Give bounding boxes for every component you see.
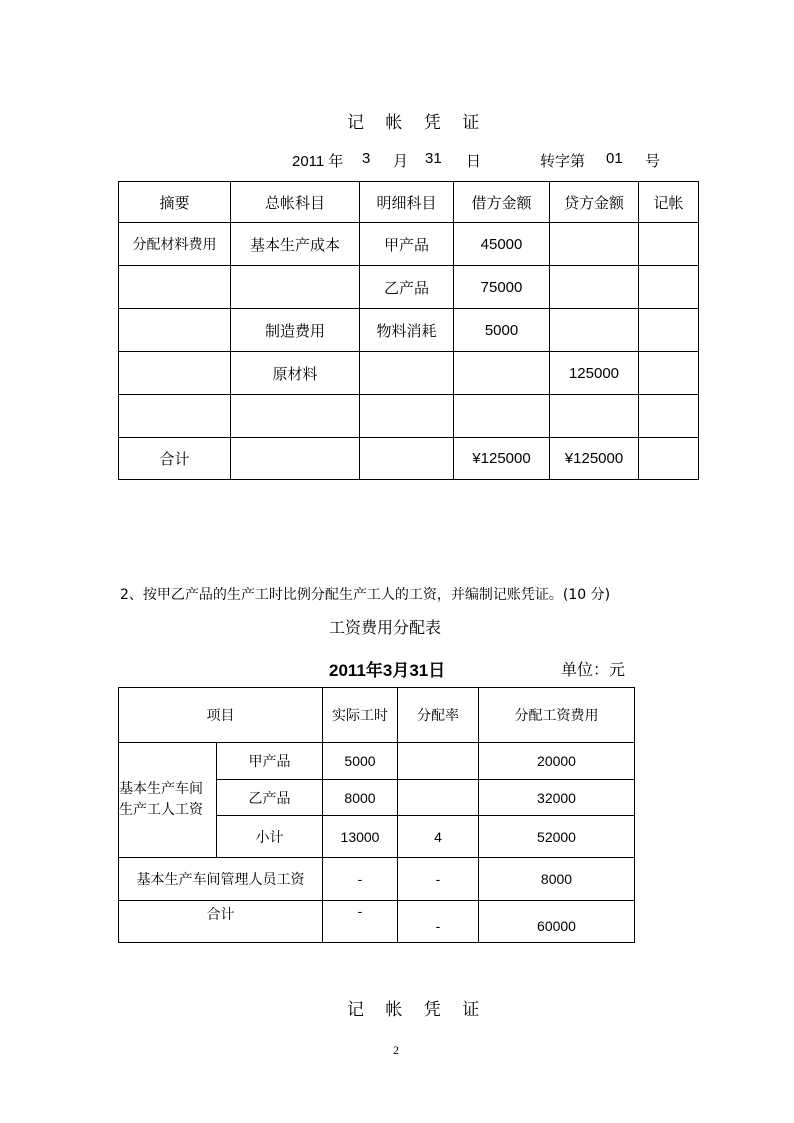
mgmt-hours: -	[323, 858, 398, 901]
cell-general-account	[231, 266, 360, 309]
cell-detail-account	[360, 395, 454, 438]
cell-general-account: 原材料	[231, 352, 360, 395]
cell-summary	[119, 395, 231, 438]
cell-posted	[639, 309, 699, 352]
allocation-table	[118, 687, 635, 943]
cell-summary: 分配材料费用	[119, 223, 231, 266]
table-row	[119, 858, 635, 901]
cell-credit	[550, 223, 639, 266]
row-hours: 8000	[323, 780, 398, 816]
total-debit: ¥125000	[454, 438, 550, 480]
header-general-account: 总帐科目	[231, 182, 360, 223]
row-hours: 5000	[323, 743, 398, 780]
row-item: 小计	[217, 816, 323, 858]
cell-general-account: 基本生产成本	[231, 223, 360, 266]
voucher-table	[118, 181, 699, 480]
page-number: 2	[393, 1043, 399, 1057]
row-amount: 52000	[479, 816, 635, 858]
total-label: 合计	[119, 901, 323, 943]
cell-summary	[119, 309, 231, 352]
total-empty	[231, 438, 360, 480]
task-instruction: 2、按甲乙产品的生产工时比例分配生产工人的工资，并编制记账凭证。(10 分)	[120, 587, 611, 603]
voucher-header-row	[119, 182, 699, 223]
voucher2-title: 记 帐 凭 证	[347, 1000, 488, 1020]
cell-detail-account	[360, 352, 454, 395]
header-posted: 记帐	[639, 182, 699, 223]
header-item: 项目	[119, 688, 323, 743]
cell-detail-account: 物料消耗	[360, 309, 454, 352]
cell-debit: 5000	[454, 309, 550, 352]
cell-posted	[639, 352, 699, 395]
cell-credit	[550, 266, 639, 309]
voucher-day: 31	[425, 150, 442, 167]
header-detail-account: 明细科目	[360, 182, 454, 223]
row-amount: 32000	[479, 780, 635, 816]
voucher-number-unit: 号	[645, 152, 661, 170]
header-allocation-rate: 分配率	[398, 688, 479, 743]
cell-credit	[550, 395, 639, 438]
cell-debit: 45000	[454, 223, 550, 266]
allocation-table-title: 工资费用分配表	[329, 618, 442, 637]
cell-summary	[119, 266, 231, 309]
voucher-type: 转字第	[540, 152, 586, 170]
row-amount: 20000	[479, 743, 635, 780]
row-rate	[398, 780, 479, 816]
total-label: 合计	[119, 438, 231, 480]
total-credit: ¥125000	[550, 438, 639, 480]
allocation-date: 2011年3月31日	[329, 661, 446, 680]
cell-posted	[639, 266, 699, 309]
cell-posted	[639, 223, 699, 266]
cell-debit	[454, 352, 550, 395]
header-allocated-wages: 分配工资费用	[479, 688, 635, 743]
voucher-title: 记 帐 凭 证	[347, 113, 488, 133]
allocation-header-row	[119, 688, 635, 743]
table-row	[119, 309, 699, 352]
cell-credit: 125000	[550, 352, 639, 395]
group-label-line1: 基本生产车间	[119, 781, 203, 797]
header-actual-hours: 实际工时	[323, 688, 398, 743]
row-hours: 13000	[323, 816, 398, 858]
total-amount: 60000	[479, 901, 635, 943]
total-rate: -	[398, 901, 479, 943]
voucher-month: 3	[362, 150, 371, 167]
row-rate	[398, 743, 479, 780]
allocation-unit: 单位：元	[561, 660, 626, 679]
mgmt-label: 基本生产车间管理人员工资	[119, 858, 323, 901]
voucher-total-row	[119, 438, 699, 480]
header-debit: 借方金额	[454, 182, 550, 223]
allocation-total-row	[119, 901, 635, 943]
cell-debit	[454, 395, 550, 438]
row-item: 乙产品	[217, 780, 323, 816]
table-row	[119, 352, 699, 395]
voucher-number: 01	[606, 150, 623, 167]
group-label	[119, 743, 217, 858]
cell-detail-account: 乙产品	[360, 266, 454, 309]
cell-general-account	[231, 395, 360, 438]
cell-general-account: 制造费用	[231, 309, 360, 352]
voucher-day-unit: 日	[466, 152, 482, 170]
row-item: 甲产品	[217, 743, 323, 780]
table-row	[119, 395, 699, 438]
header-summary: 摘要	[119, 182, 231, 223]
total-hours: -	[323, 901, 398, 943]
group-label-line2: 生产工人工资	[119, 802, 203, 818]
cell-posted	[639, 395, 699, 438]
table-row	[119, 266, 699, 309]
table-row	[119, 223, 699, 266]
cell-detail-account: 甲产品	[360, 223, 454, 266]
header-credit: 贷方金额	[550, 182, 639, 223]
total-empty	[639, 438, 699, 480]
voucher-month-unit: 月	[393, 152, 409, 170]
mgmt-amount: 8000	[479, 858, 635, 901]
table-row	[119, 743, 635, 780]
total-empty	[360, 438, 454, 480]
cell-credit	[550, 309, 639, 352]
row-rate: 4	[398, 816, 479, 858]
cell-debit: 75000	[454, 266, 550, 309]
cell-summary	[119, 352, 231, 395]
voucher-year: 2011 年	[292, 153, 344, 170]
mgmt-rate: -	[398, 858, 479, 901]
